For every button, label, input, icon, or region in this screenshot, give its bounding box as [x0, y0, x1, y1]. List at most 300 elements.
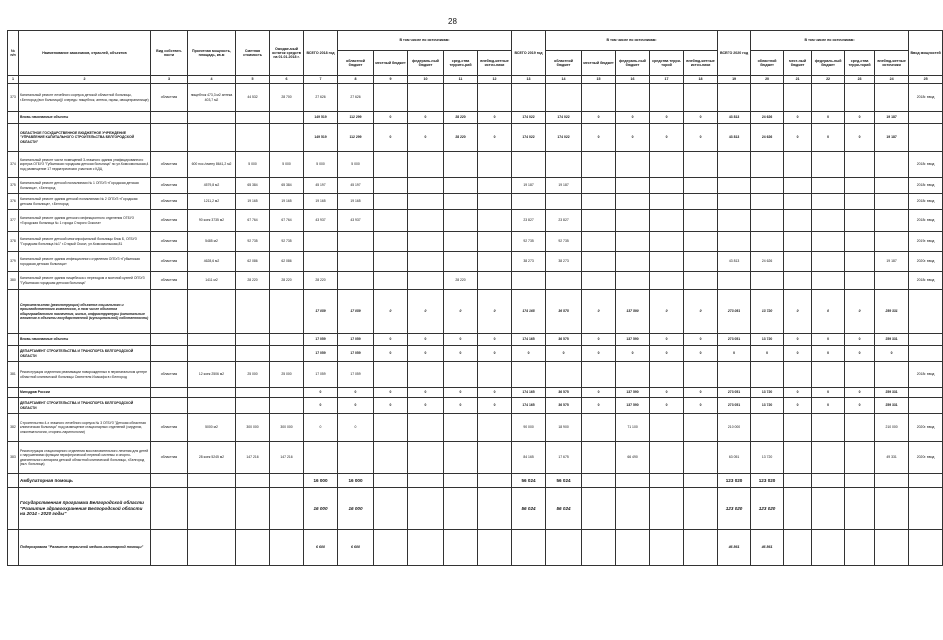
table-cell [270, 112, 304, 124]
column-number-cell: 9 [374, 76, 408, 84]
table-cell: 65 384 [236, 178, 270, 194]
header-cell: № п/п [8, 31, 19, 76]
table-cell: 378 [8, 232, 19, 252]
table-cell: 149 519 [304, 124, 338, 152]
table-cell: 2018г. ввод [909, 152, 943, 178]
object-name-cell: Капитальный ремонт детской многопрофильной больницы блок Б, ОГБУЗ "Городская больница №1" г.Старый Оскол, ул.Комсомольская,81 [19, 232, 151, 252]
table-cell: 0 [684, 388, 718, 398]
table-cell: 210 000 [718, 414, 751, 442]
table-cell: 24 626 [751, 112, 784, 124]
table-cell: 5000 м2 [188, 414, 236, 442]
table-cell [875, 178, 909, 194]
table-cell: 0 [444, 398, 478, 414]
table-cell: 0 [478, 290, 512, 334]
table-cell: 0 [444, 290, 478, 334]
table-cell: 23 827 [512, 210, 546, 232]
table-cell [784, 252, 812, 272]
table-cell [784, 272, 812, 290]
table-cell: 0 [784, 346, 812, 362]
table-cell [812, 530, 845, 566]
column-number-cell: 19 [718, 76, 751, 84]
table-cell [616, 252, 650, 272]
table-cell: 16 000 [338, 488, 374, 530]
table-cell [582, 530, 616, 566]
table-cell: 123 020 [751, 474, 784, 488]
table-cell: 36 575 [546, 334, 582, 346]
table-cell: пищеблок 473,3 м2 аптека 403,7 м2 [188, 84, 236, 112]
table-cell [270, 346, 304, 362]
table-cell [151, 488, 188, 530]
table-cell [784, 210, 812, 232]
table-cell: 17 059 [338, 290, 374, 334]
table-cell [444, 530, 478, 566]
table-cell [718, 232, 751, 252]
table-cell [875, 194, 909, 210]
table-cell: 174 165 [512, 388, 546, 398]
table-cell: 0 [478, 398, 512, 414]
table-cell: 0 [650, 388, 684, 398]
table-cell [151, 346, 188, 362]
table-cell [188, 290, 236, 334]
table-cell: 0 [478, 112, 512, 124]
table-cell [845, 272, 875, 290]
table-cell [784, 488, 812, 530]
table-cell [304, 232, 338, 252]
table-cell [909, 488, 943, 530]
column-number-cell: 10 [408, 76, 444, 84]
table-cell [684, 442, 718, 474]
table-cell [650, 152, 684, 178]
table-cell [408, 530, 444, 566]
table-cell: 18 900 [546, 414, 582, 442]
table-cell [338, 232, 374, 252]
table-cell [546, 84, 582, 112]
table-cell [151, 530, 188, 566]
table-cell: 375 [8, 178, 19, 194]
table-cell: 25 000 [236, 362, 270, 388]
table-cell: 0 [684, 124, 718, 152]
table-row [8, 346, 943, 362]
table-cell: 28 220 [304, 272, 338, 290]
table-cell [236, 398, 270, 414]
table-cell [616, 530, 650, 566]
table-cell: 17 059 [304, 290, 338, 334]
table-cell: 16 000 [338, 474, 374, 488]
table-cell: 6 600 [304, 530, 338, 566]
table-cell [845, 530, 875, 566]
object-name-cell: Реконструкция отделения реанимации новорожденных в перинатальном центре областной клинической больницы Святителя Иоасафа в г.Белгород [19, 362, 151, 388]
table-cell: 0 [444, 334, 478, 346]
table-cell [582, 442, 616, 474]
table-cell [718, 178, 751, 194]
table-cell: 67 764 [270, 210, 304, 232]
table-cell [374, 152, 408, 178]
table-cell: областная [151, 84, 188, 112]
table-cell: 0 [478, 334, 512, 346]
table-cell [8, 388, 19, 398]
table-cell [784, 474, 812, 488]
table-cell [374, 442, 408, 474]
table-cell [650, 210, 684, 232]
table-cell [845, 178, 875, 194]
header-cell: Ввод мощностей [909, 31, 943, 76]
table-cell: 0 [650, 112, 684, 124]
table-cell [478, 210, 512, 232]
table-cell: 24 626 [751, 252, 784, 272]
header-total-cell: ВСЕГО 2020 год [718, 31, 751, 76]
investment-table [7, 30, 943, 566]
table-cell [718, 152, 751, 178]
column-number-cell: 4 [188, 76, 236, 84]
table-cell [478, 362, 512, 388]
table-cell [650, 252, 684, 272]
table-cell: 0 [812, 124, 845, 152]
table-cell: 0 [408, 290, 444, 334]
table-cell: 382 [8, 414, 19, 442]
table-cell [478, 252, 512, 272]
object-name-cell: Капитальный ремонт лечебного корпуса детской областной больницы, г.Белгород (вкл больница)(I очередь: пищеблок, аптека, гараж, овощехранилище) [19, 84, 151, 112]
table-cell [188, 388, 236, 398]
object-name-cell: Подпрограмма "Развитие первичной медико-санитарной помощи" [19, 530, 151, 566]
table-cell [512, 152, 546, 178]
table-cell [875, 474, 909, 488]
table-cell [374, 84, 408, 112]
column-number-cell: 22 [812, 76, 845, 84]
table-cell: областная [151, 414, 188, 442]
table-cell [546, 152, 582, 178]
table-cell [270, 488, 304, 530]
table-cell: 5 000 [270, 152, 304, 178]
table-cell: 0 [684, 334, 718, 346]
table-cell [478, 414, 512, 442]
table-cell: 45 197 [338, 178, 374, 194]
table-cell: 46 861 [718, 530, 751, 566]
header-source-cell: внебюд-жетные источ-ники [684, 51, 718, 76]
table-cell: 377 [8, 210, 19, 232]
table-cell: областная [151, 232, 188, 252]
table-cell: 28 220 [444, 272, 478, 290]
table-cell: 5 000 [236, 152, 270, 178]
table-cell: 92 735 [236, 232, 270, 252]
table-cell [650, 362, 684, 388]
table-cell [909, 474, 943, 488]
table-cell [582, 414, 616, 442]
column-number-cell: 18 [684, 76, 718, 84]
table-cell [650, 474, 684, 488]
table-cell: 62 086 [270, 252, 304, 272]
table-cell [909, 530, 943, 566]
table-cell: 2020г. ввод [909, 442, 943, 474]
table-cell: 56 024 [512, 488, 546, 530]
table-cell [684, 178, 718, 194]
table-cell [718, 194, 751, 210]
table-cell [408, 252, 444, 272]
table-cell [582, 272, 616, 290]
table-cell: 56 024 [512, 474, 546, 488]
table-cell: 137 590 [616, 398, 650, 414]
table-cell: 19 165 [304, 194, 338, 210]
table-cell [616, 232, 650, 252]
table-cell: 174 165 [512, 290, 546, 334]
table-cell [374, 210, 408, 232]
table-cell: 210 000 [875, 414, 909, 442]
header-cell: Сметная стоимость [236, 31, 270, 76]
table-cell: 56 024 [546, 488, 582, 530]
table-cell: 0 [812, 290, 845, 334]
table-cell: 6 600 [338, 530, 374, 566]
table-cell [684, 252, 718, 272]
table-cell: 174 165 [512, 334, 546, 346]
table-cell: 123 020 [718, 474, 751, 488]
table-cell [151, 388, 188, 398]
table-cell: 0 [784, 112, 812, 124]
table-cell [188, 124, 236, 152]
table-cell: 0 [374, 124, 408, 152]
table-cell [812, 488, 845, 530]
header-group-cell: В том числе по источникам: [338, 31, 512, 51]
table-cell [478, 272, 512, 290]
table-cell [374, 252, 408, 272]
table-cell [582, 84, 616, 112]
header-source-cell: местный бюджет [374, 51, 408, 76]
table-cell [374, 232, 408, 252]
table-cell [270, 290, 304, 334]
table-cell [875, 530, 909, 566]
table-cell [8, 530, 19, 566]
table-cell: 0 [684, 398, 718, 414]
table-cell: 17 059 [338, 334, 374, 346]
table-cell [812, 272, 845, 290]
table-cell: 174 165 [512, 398, 546, 414]
table-cell [374, 414, 408, 442]
table-row [8, 252, 943, 272]
table-cell [812, 152, 845, 178]
table-cell [875, 488, 909, 530]
table-cell [650, 488, 684, 530]
object-name-cell: Капитальный ремонт здания пищеблока с переходом и моечной кухней ОГБУЗ "Губкинская городская детская больница" [19, 272, 151, 290]
table-cell [408, 474, 444, 488]
table-cell: 149 519 [304, 112, 338, 124]
column-number-cell: 2 [19, 76, 151, 84]
header-source-cell: областной бюджет [546, 51, 582, 76]
table-cell: 45 197 [304, 178, 338, 194]
table-cell [338, 442, 374, 474]
column-number-cell: 13 [512, 76, 546, 84]
table-cell: 0 [374, 334, 408, 346]
table-cell: 43 813 [718, 252, 751, 272]
object-name-cell: Вновь начинаемые объекты [19, 112, 151, 124]
table-cell: 0 [718, 346, 751, 362]
table-cell: 2019г. ввод [909, 232, 943, 252]
table-cell: 259 331 [875, 398, 909, 414]
table-cell: 259 331 [875, 334, 909, 346]
table-cell [8, 334, 19, 346]
table-cell [512, 194, 546, 210]
table-cell: 2018г. ввод [909, 178, 943, 194]
table-cell: 62 086 [236, 252, 270, 272]
table-cell [845, 84, 875, 112]
table-cell: областная [151, 272, 188, 290]
table-cell [582, 152, 616, 178]
table-cell [684, 152, 718, 178]
table-cell: 0 [338, 414, 374, 442]
header-cell: Наименование заказчиков, отраслей, объектов [19, 31, 151, 76]
table-cell: 19 187 [875, 124, 909, 152]
table-cell [845, 232, 875, 252]
table-cell: 43 937 [338, 210, 374, 232]
table-cell [478, 530, 512, 566]
table-cell: 174 022 [546, 124, 582, 152]
table-cell [812, 194, 845, 210]
table-cell [909, 124, 943, 152]
header-source-cell: внебюд-жетные источ-ники [478, 51, 512, 76]
header-row [8, 31, 943, 51]
table-cell: 44 532 [236, 84, 270, 112]
table-cell [408, 442, 444, 474]
table-cell: 0 [582, 388, 616, 398]
table-row [8, 474, 943, 488]
table-cell [650, 272, 684, 290]
table-cell [8, 474, 19, 488]
table-cell [812, 442, 845, 474]
table-cell: областная [151, 194, 188, 210]
table-cell: 17 059 [304, 362, 338, 388]
table-cell [408, 210, 444, 232]
object-name-cell: Вновь начинаемые объекты [19, 334, 151, 346]
table-cell: 112 299 [338, 112, 374, 124]
table-cell [909, 398, 943, 414]
table-cell [270, 398, 304, 414]
table-cell [478, 178, 512, 194]
table-cell [304, 442, 338, 474]
table-cell [188, 488, 236, 530]
table-cell [684, 488, 718, 530]
table-row [8, 388, 943, 398]
table-cell [875, 232, 909, 252]
table-cell [909, 112, 943, 124]
table-cell [751, 362, 784, 388]
table-cell: 0 [444, 346, 478, 362]
table-cell: 0 [812, 334, 845, 346]
table-cell: 0 [616, 124, 650, 152]
table-cell [8, 488, 19, 530]
table-cell: 92 735 [546, 232, 582, 252]
table-cell: 259 331 [875, 388, 909, 398]
header-source-cell: областной бюджет [338, 51, 374, 76]
table-row [8, 178, 943, 194]
table-cell [236, 346, 270, 362]
table-cell: 600 пос./смену 8641,2 м2 [188, 152, 236, 178]
table-cell [188, 334, 236, 346]
table-cell [684, 414, 718, 442]
table-cell: 17 059 [338, 346, 374, 362]
table-cell: 17 059 [338, 362, 374, 388]
table-cell: 374 [8, 152, 19, 178]
table-cell: 0 [616, 112, 650, 124]
table-row [8, 530, 943, 566]
table-cell: 376 [8, 194, 19, 210]
table-cell: 4579,8 м2 [188, 178, 236, 194]
table-cell [408, 178, 444, 194]
table-cell [444, 210, 478, 232]
table-cell: 0 [784, 290, 812, 334]
column-number-cell: 16 [616, 76, 650, 84]
table-cell: 273 051 [718, 388, 751, 398]
table-cell: 379 [8, 252, 19, 272]
table-cell: 2018г. ввод [909, 210, 943, 232]
table-cell: 300 000 [270, 414, 304, 442]
table-cell: 137 590 [616, 388, 650, 398]
table-cell: 19 187 [875, 252, 909, 272]
table-cell [784, 362, 812, 388]
table-cell [751, 272, 784, 290]
column-number-cell: 6 [270, 76, 304, 84]
table-cell: 0 [812, 398, 845, 414]
table-cell [582, 178, 616, 194]
table-cell: 137 590 [616, 290, 650, 334]
table-cell: 25 000 [270, 362, 304, 388]
table-cell [582, 210, 616, 232]
table-row [8, 290, 943, 334]
table-cell: 0 [408, 124, 444, 152]
header-source-cell: областной бюджет [751, 51, 784, 76]
column-number-cell: 25 [909, 76, 943, 84]
table-cell [909, 290, 943, 334]
table-cell: 0 [408, 346, 444, 362]
table-cell [444, 178, 478, 194]
table-cell: 373 [8, 84, 19, 112]
table-cell [616, 152, 650, 178]
table-cell [751, 178, 784, 194]
table-cell [374, 194, 408, 210]
column-number-cell: 7 [304, 76, 338, 84]
table-cell [812, 84, 845, 112]
table-cell [616, 362, 650, 388]
table-cell: 0 [784, 398, 812, 414]
table-cell: 147 216 [270, 442, 304, 474]
table-cell [188, 112, 236, 124]
table-cell [444, 194, 478, 210]
table-cell [650, 414, 684, 442]
object-name-cell: Реконструкция стационарного отделения восстановительного лечения для детей с нарушениями функции периферической нервной системы и опорно-двигательного аппарата детской областной клинической больницы, г.Белгород (вкл. больница) [19, 442, 151, 474]
table-cell: 17 059 [304, 346, 338, 362]
table-cell [270, 334, 304, 346]
table-cell: 0 [546, 346, 582, 362]
table-cell: 92 735 [270, 232, 304, 252]
table-cell: 0 [408, 334, 444, 346]
table-cell [845, 442, 875, 474]
table-cell: 43 937 [304, 210, 338, 232]
table-cell [684, 84, 718, 112]
table-cell: 2018г. ввод [909, 272, 943, 290]
table-cell: 43 813 [718, 112, 751, 124]
table-cell [582, 362, 616, 388]
table-cell: 147 216 [236, 442, 270, 474]
table-cell: 28 коек 5245 м2 [188, 442, 236, 474]
table-cell [751, 414, 784, 442]
table-cell [188, 474, 236, 488]
table-cell: 17 675 [546, 442, 582, 474]
table-cell: 0 [582, 290, 616, 334]
table-cell: 273 051 [718, 290, 751, 334]
table-cell [616, 194, 650, 210]
table-cell [684, 232, 718, 252]
table-cell: 0 [478, 388, 512, 398]
table-cell [408, 84, 444, 112]
table-cell: 36 575 [546, 290, 582, 334]
table-cell: 0 [582, 398, 616, 414]
table-cell: 0 [582, 334, 616, 346]
